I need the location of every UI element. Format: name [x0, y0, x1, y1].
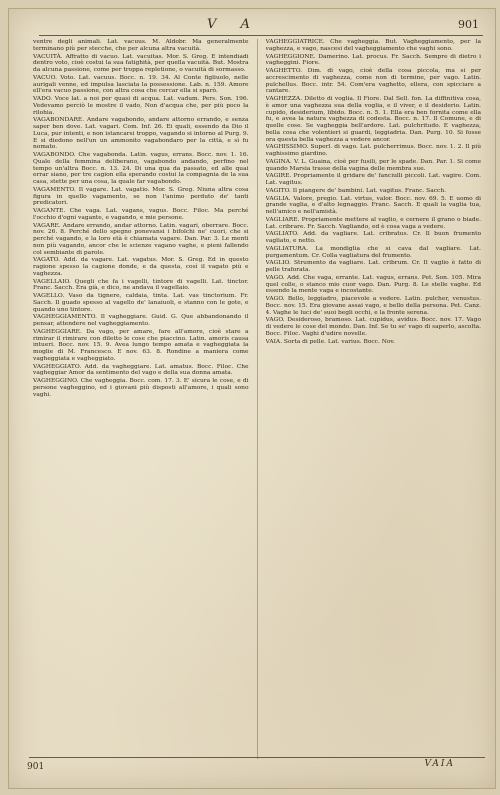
entry-paragraph: VAGLIATO. Add. da vagliare. Lat. cribratus. Cr. Il buon frumento vagliato, e netto. — [265, 231, 481, 244]
entry-paragraph: VAGHEGGIARE. Da vago, per amare, fare all'amore, cioè stare a rimirar il rimirare con diletto le cose che piaccino. Latin. amoris causa intueri. Bocc. nov. 15. 9. Avea lungo tempo amata e vagheggiata la moglie di M. Francesco. E nov. 63. 8. Rondine a maniera come vagheggiata e vagheggiato. — [33, 328, 249, 362]
entry-paragraph: VAGHEZZA. Diletto di voglia. Il Fiore. Dal Sell. fon. La diffinitiva cosa, è amor una vaghezza sua della voglia, e il viver, e il desiderio. Latin. cupido, desiderium, libido. Bocc. n. 5. 1. Ella era ben fornita come ella fu, e avea la natura vaghezza di codesta. Bocc. n. 17. Il Comune, e di quelle cose. Se vagheggia bell'ardore. Lat. pulchritudo. E vaghezza, bella cosa che volentieri si guardi, leggiadria. Dan. Purg. 10. Si fosse ora questa bella vaghezza a vedere ancor. — [265, 96, 481, 143]
entry-paragraph: VAGIRE. Propriamente il gridare de' fanciulli piccoli. Lat. vagire. Com. Lat. vagitus. — [265, 173, 481, 186]
page-number-bottom: 901 — [27, 762, 45, 772]
entry-paragraph: VAGLIATURA. La mondiglia che si cava dal vagliare. Lat. purgamentum. Cr. Colla vagliatura del frumento. — [265, 245, 481, 259]
entry-paragraph: VAGELLO. Vaso da tignere, caldaia, tinta. Lat. vas tinctorium. Fr. Sacch. Il guado spesso al vagello de' lanaiuoli, e stanno con le gote, e quando uno tintore. — [33, 293, 249, 313]
entry-paragraph: VAGO. Bello, leggiadro, piacevole a vedere. Latin. pulcher, venustus. Bocc. nov. 15. Era giovane assai vago, e bello della persona. Pet. Canz. 4. Vaghe le luci de' suoi begli occhi, e la fronte serena. — [265, 296, 481, 316]
entry-paragraph: VAGABONDO. Che vagabonda. Latin. vagus, errans. Bocc. nov. 1. 16. Quale della femmina deliberano, vagabondo andando, perfino nel tempo un'altra Bocc. n. 13. 24. Di una qua da passato, ed alle quai errar siano, per tre cagion ella sperando costui la compagnia de la sua casa, stette per una cosa, la quale far vagabondo. — [33, 152, 249, 185]
entry-paragraph: VAGLIARE. Propriamente mettere al vaglio, e cernere il grano o biade. Lat. cribrare. Fr. Sacch. Vagliando, ed è cosa vaga a vedere. — [265, 216, 481, 230]
column-divider — [257, 39, 258, 759]
entry-paragraph: VADO. Voce lat. a noi per quasi di acqua. Lat. vadum. Pers. Son. 196. Vedevamo perciò le mostre il vado, Non d'acqua che, per più poco la rilohia. — [33, 96, 249, 116]
entry-paragraph: VAGLIO. Strumento da vagliare. Lat. cribrum. Cr. Il vaglio è fatto di pelle traforata. — [265, 260, 481, 273]
entry-paragraph: VAIA. Sorta di pelle. Lat. varius. Bocc. Nov. — [265, 338, 395, 345]
text-columns — [33, 39, 481, 759]
entry-paragraph: VAGABONDARE. Andare vagabondo, andare attorno errando, e senza saper ben dove. Lat. vagari. Com. Inf. 26. Ei quali, essendo da Dio il Luca, pur intenti, e non istancarsi troppo, vagando si intorno al Purg. 9. E si diedono nell'un un ammonito vagabondaro per la città, e sì fu nomato. — [33, 117, 249, 151]
entry-paragraph: VAGO. Desideroso, bramoso. Lat. cupidus, avidus. Bocc. nov. 17. Vago di vedere le cose del mondo. Dan. Inf. Se tu se' vago di saperlo, ascolta. Bocc. Filoc. Vaghi d'udire novelle. — [265, 317, 481, 337]
entry-paragraph: VAGANTE. Che vaga. Lat. vagans, vagus. Bocc. Filoc. Ma perché l'occhio d'ogni vagante, e vagando, e mie persone. — [33, 208, 249, 221]
entry-paragraph: VAGINA. V. L. Guaina, cioè per fusili, per le spade. Dan. Par. 1. Si come quando Marsia trasse della vagina delle membra sue. — [265, 158, 481, 172]
entry-paragraph: VAGITO. Il piangere de' bambini. Lat. vagitus. Franc. Sacch. — [265, 187, 446, 194]
page-footer — [29, 757, 485, 774]
entry-paragraph: VAGHEGGIONE. Damerino. Lat. procus. Fr. Sacch. Sempre di dietro i vagheggini. Fiore. — [265, 53, 481, 67]
entry-paragraph: ventre degli animali. Lat. vacuus. M. Aldobr. Ma generalmente terminano più per stecche, che per alcuna altra vacuità. — [33, 39, 249, 52]
book-page — [8, 8, 496, 789]
entry-paragraph: VAGHETTO. Dim. di vago, cioè della cosa piccola, ma si per accrescimento di vaghezza, come non di termine, per vago. Latin. pulchellus. Bocc. intr. 54. Com'era vaghetto, ellera, con spicciare a cantare. — [265, 68, 481, 95]
entry-paragraph: VAGLIA. Valore, pregio. Lat. virtus, valor. Bocc. nov. 69. 5. E uomo di grande vaglia, e d'alto legnaggio. Franc. Sacch. E quali la vaglia tua, nell'amico e nell'amistà. — [265, 195, 481, 215]
entry-paragraph: VAGATO. Add. da vagare. Lat. vagatus. Mor. S. Greg. Ed in questo ragione spesso la cagione donde, e da questa, così il vagato più e vaghezza. — [33, 257, 249, 277]
page-number-top: 901 — [458, 18, 479, 31]
left-column — [33, 39, 249, 759]
entry-paragraph: VAGHISSIMO. Superl. di vago. Lat. pulcherrimus. Bocc. nov. 1. 2. Il più vaghissimo giardino. — [265, 144, 481, 157]
entry-paragraph: VAGAMENTO. Il vagare. Lat. vagatio. Mor. S. Greg. Niuna altra cosa figura in quello vagamento, se non l'animo perduto de' tanti predicatori. — [33, 186, 249, 207]
right-column — [266, 39, 482, 759]
entry-paragraph: VAGHEGGIATO. Add. da vagheggiare. Lat. amatus. Bocc. Filoc. Che vagheggiar Amor da sentimento del vago e della sua donna amata. — [33, 363, 249, 377]
entry-paragraph: VAGARE. Andare errando, andar attorno. Latin. vagari, oberrare. Bocc. nov. 26. 8. Perché dello spegno ponevansi i bifolchi ne' cuori, che si perché vagando, e la loro età è chiamata vagare. Dan. Par. 3. Le menti non più vagando, ancor che le scienze vagano vaghe, e pieni fallendo col sembiante di parole. — [33, 222, 249, 256]
entry-paragraph: VACUITÀ. Affratto di vacuo. Lat. vacuitas. Mor. S. Greg. E intendiadi dentro voto, cioè costui la sua fatighità, per quella vacuità. But. Mostra da alcuna passione, come per troppa repletione, o vacuità di sormasso. — [33, 53, 249, 73]
entry-paragraph: VAGHEGGIATRICE. Che vagheggia. But. Vagheggiamento, per la vaghezza, e vago, nascesi del vagheggiamento che vaghi sono. — [265, 39, 481, 52]
running-head: V A — [207, 17, 260, 32]
catchword: VAIA — [424, 759, 455, 769]
entry-paragraph: VACUO. Voto. Lat. vacuus. Bocc. n. 19. 34. Al Conte figliuolo, nelle aurigali venne, ed impulsa lasciata la possessione. Lab. n. 159. Amore ell'era vacuo passione, con altra cosa che cercar ella si sparò. — [33, 74, 249, 95]
running-header — [39, 17, 483, 36]
entry-paragraph: VAGHEGGIAMENTO. Il vagheggiare. Guid. G. Que abbandonando il pensar, attendere nel vagheggiamento. — [33, 314, 249, 327]
entry-paragraph: VAGHEGGINO. Che vagheggia. Bocc. com. 17. 3. E' sicura le cose, e di persone vagheggino, ed i giovani più disposti all'amore, i quali sono vaghi. — [33, 378, 249, 398]
entry-paragraph: VAGELLAIO. Quegli che fa i vagelli, tintore di vagelli. Lat. tinctor. Franc. Sacch. Era già, e dico, ne andava il vagellaio. — [33, 278, 249, 292]
entry-paragraph: VAGO. Add. Che vaga, errante. Lat. vagus, errans. Pet. Son. 105. Mira quel colle, o stanco mio cuor vago. Dan. Purg. 8. Le stelle vaghe. Ed essendo la mente vaga e incostante. — [265, 274, 481, 295]
